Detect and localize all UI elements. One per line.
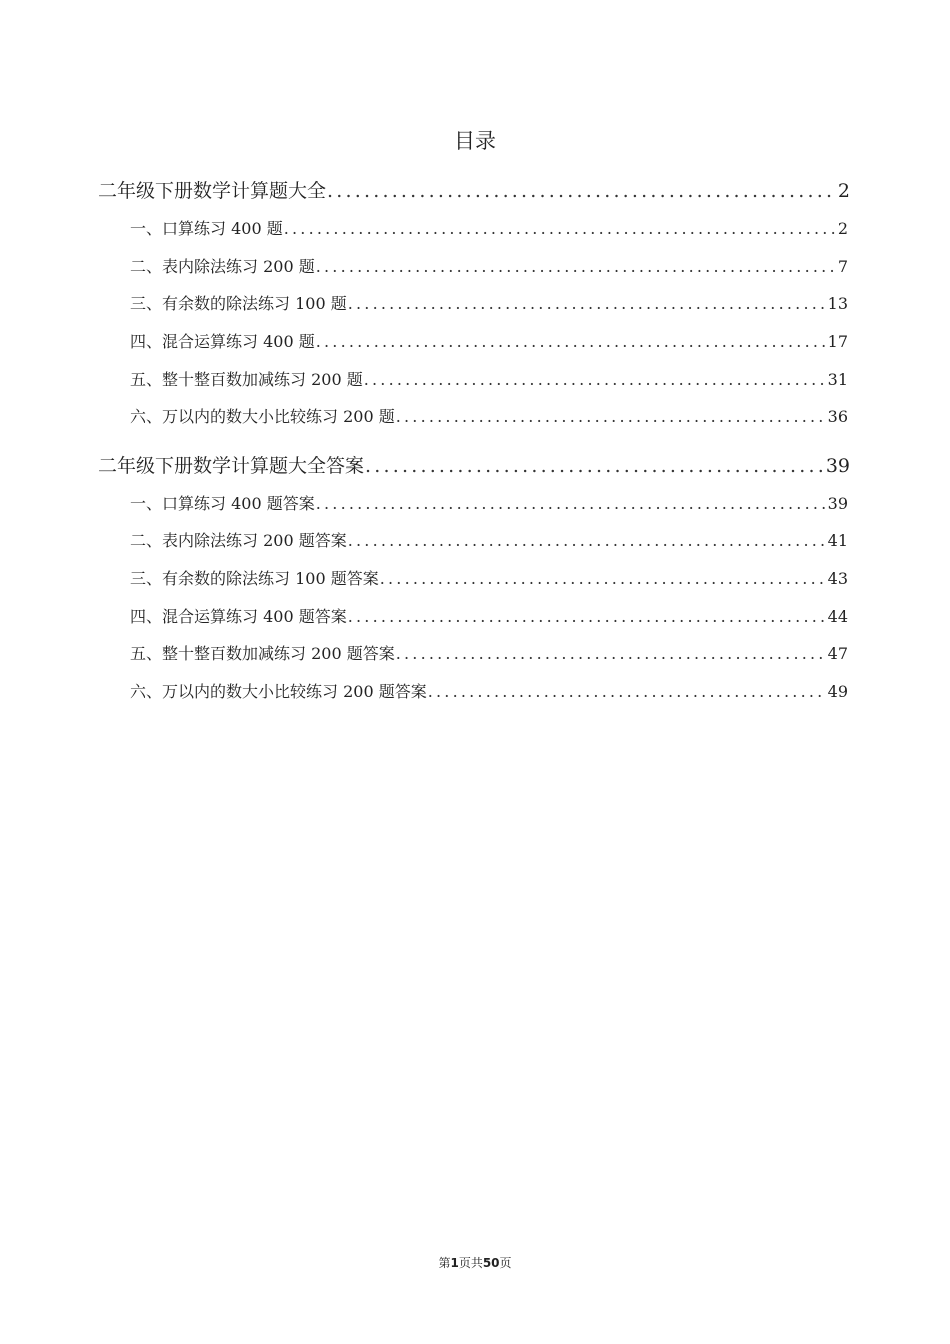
toc-title: 目录 <box>454 129 496 153</box>
toc-entry-section-2[interactable] <box>98 453 850 479</box>
toc-entry-1-2[interactable] <box>130 256 848 278</box>
footer-suffix: 页 <box>499 1256 512 1270</box>
page-footer <box>0 1255 950 1271</box>
toc-dot-leader <box>348 606 826 628</box>
toc-entry-page-number: 47 <box>827 644 848 663</box>
toc-entry-2-5[interactable] <box>130 643 848 665</box>
toc-entry-label: 五、整十整百数加减练习 200 题 <box>130 370 363 389</box>
toc-entry-2-3[interactable] <box>130 568 848 590</box>
toc-dot-leader <box>365 453 824 479</box>
toc-dot-leader <box>316 493 826 515</box>
toc-entry-page-number: 39 <box>827 494 848 513</box>
toc-entry-label: 二、表内除法练习 200 题答案 <box>130 531 347 550</box>
toc-entry-label: 三、有余数的除法练习 100 题 <box>130 294 347 313</box>
toc-dot-leader <box>348 293 826 315</box>
toc-entry-page-number: 2 <box>837 219 848 238</box>
toc-entry-section-1[interactable] <box>98 178 850 204</box>
footer-middle: 页共 <box>458 1256 483 1270</box>
toc-dot-leader <box>396 643 826 665</box>
toc-entry-page-number: 7 <box>837 257 848 276</box>
toc-dot-leader <box>364 369 826 391</box>
toc-dot-leader <box>396 406 826 428</box>
toc-entry-2-4[interactable] <box>130 606 848 628</box>
footer-prefix: 第 <box>438 1256 451 1270</box>
toc-entry-1-1[interactable] <box>130 218 848 240</box>
toc-entry-label: 四、混合运算练习 400 题 <box>130 332 315 351</box>
toc-dot-leader <box>327 178 836 204</box>
toc-entry-1-3[interactable] <box>130 293 848 315</box>
toc-entry-1-4[interactable] <box>130 331 848 353</box>
toc-entry-label: 六、万以内的数大小比较练习 200 题 <box>130 407 395 426</box>
toc-entry-page-number: 36 <box>827 407 848 426</box>
toc-entry-2-6[interactable] <box>130 681 848 703</box>
toc-entry-page-number: 13 <box>827 294 848 313</box>
toc-dot-leader <box>316 256 836 278</box>
toc-dot-leader <box>316 331 826 353</box>
toc-entry-label: 四、混合运算练习 400 题答案 <box>130 607 347 626</box>
toc-entry-label: 二年级下册数学计算题大全 <box>98 180 327 202</box>
toc-dot-leader <box>380 568 826 590</box>
toc-entry-page-number: 41 <box>827 531 848 550</box>
toc-entry-page-number: 31 <box>827 370 848 389</box>
toc-entry-label: 一、口算练习 400 题 <box>130 219 283 238</box>
toc-entry-label: 五、整十整百数加减练习 200 题答案 <box>130 644 395 663</box>
toc-entry-label: 六、万以内的数大小比较练习 200 题答案 <box>130 682 427 701</box>
toc-entry-page-number: 39 <box>825 455 850 477</box>
toc-dot-leader <box>284 218 836 240</box>
toc-entry-page-number: 44 <box>827 607 848 626</box>
footer-total-pages: 50 <box>482 1256 500 1270</box>
toc-entry-label: 一、口算练习 400 题答案 <box>130 494 315 513</box>
toc-entry-page-number: 2 <box>837 180 850 202</box>
toc-entry-label: 三、有余数的除法练习 100 题答案 <box>130 569 379 588</box>
toc-entry-page-number: 17 <box>827 332 848 351</box>
toc-entry-1-6[interactable] <box>130 406 848 428</box>
toc-entry-2-2[interactable] <box>130 530 848 552</box>
toc-entry-1-5[interactable] <box>130 369 848 391</box>
footer-current-page: 1 <box>450 1256 459 1270</box>
toc-dot-leader <box>428 681 826 703</box>
toc-entry-page-number: 49 <box>827 682 848 701</box>
toc-entry-label: 二、表内除法练习 200 题 <box>130 257 315 276</box>
toc-entry-label: 二年级下册数学计算题大全答案 <box>98 455 365 477</box>
toc-dot-leader <box>348 530 826 552</box>
toc-entry-2-1[interactable] <box>130 493 848 515</box>
toc-entry-page-number: 43 <box>827 569 848 588</box>
